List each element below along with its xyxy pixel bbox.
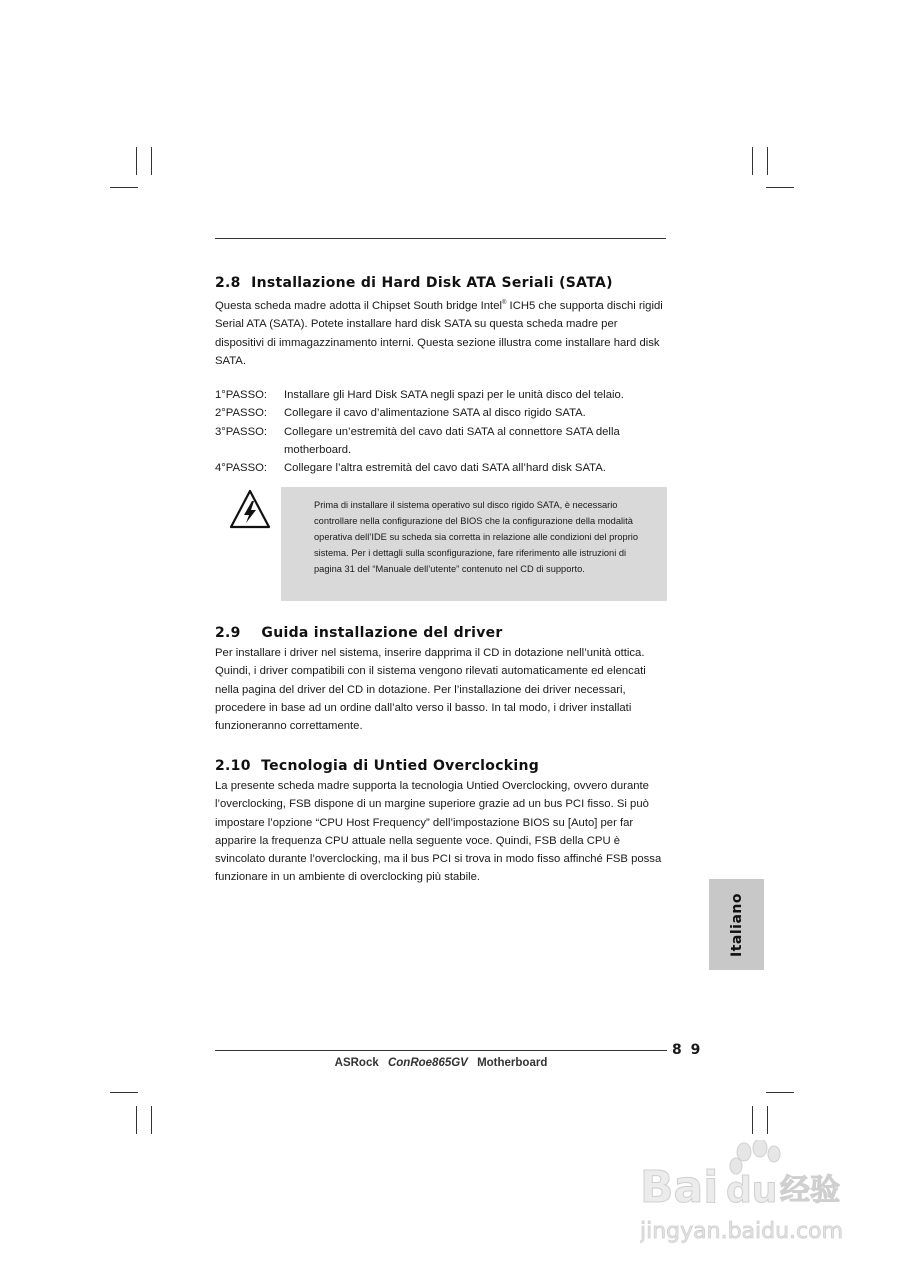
section-title: Installazione di Hard Disk ATA Seriali (SATA) <box>251 275 613 291</box>
section-2-8 <box>215 275 667 370</box>
steps-list <box>215 386 667 477</box>
footer <box>215 1057 667 1069</box>
step-text: Installare gli Hard Disk SATA negli spazi per le unità disco del telaio. <box>284 389 624 401</box>
section-heading <box>215 275 667 291</box>
crop-mark <box>767 1106 768 1134</box>
crop-mark <box>110 187 138 188</box>
section-heading <box>215 625 667 641</box>
crop-mark <box>110 1092 138 1093</box>
page-number: 8 9 <box>672 1042 703 1058</box>
language-tab <box>709 879 764 970</box>
crop-mark <box>136 147 137 175</box>
section-intro <box>215 294 667 370</box>
list-item <box>215 423 667 460</box>
section-2-10 <box>215 758 667 887</box>
section-number: 2.8 <box>215 275 241 291</box>
section-body: La presente scheda madre supporta la tecnologia Untied Overclocking, ovvero durante l’overclocking, FSB dispone di un margine superiore grazie ad un bus PCI fisso. Si può impostare l’opzione “CPU Host Frequency” dell’impostazione BIOS su [Auto] per far apparire la frequenza CPU attuale nella seguente voce. Quindi, FSB della CPU è svincolato durante l’overclocking, ma il bus PCI si trova in modo fisso affinché FSB possa funzionare in un ambiente di overclocking più stabile. <box>215 780 662 884</box>
intro-text-cont: ICH5 che supporta dischi rigidi Serial ATA (SATA). Potete installare hard disk SATA su questa scheda madre per dispositivi di immagazzinamento interni. Questa sezione illustra come installare hard disk SATA. <box>215 300 663 367</box>
crop-mark <box>767 147 768 175</box>
crop-mark <box>151 147 152 175</box>
intro-text: Questa scheda madre adotta il Chipset South bridge Intel <box>215 300 502 312</box>
footer-brand: ASRock <box>334 1057 379 1069</box>
step-text: Collegare il cavo d’alimentazione SATA al disco rigido SATA. <box>284 407 586 420</box>
step-label: 3°PASSO: <box>215 425 268 438</box>
svg-text:du: du <box>726 1170 778 1211</box>
section-body: Per installare i driver nel sistema, inserire dapprima il CD in dotazione nell’unità ottica. Quindi, i driver compatibili con il sistema vengono rilevati automaticamente ed elencati nella pagina del driver del CD in dotazione. Per l’installazione dei driver necessari, procedere in base ad un ordine dall’alto verso il basso. In tal modo, i driver installati funzioneranno correttamente. <box>215 647 646 733</box>
crop-mark <box>752 1106 753 1134</box>
footer-model: ConRoe865GV <box>387 1057 468 1069</box>
svg-text:经验: 经验 <box>780 1173 840 1208</box>
list-item <box>215 404 667 422</box>
crop-mark <box>766 1092 794 1093</box>
footer-rule <box>215 1050 667 1051</box>
section-2-9 <box>215 625 667 735</box>
section-number: 2.10 <box>215 758 251 774</box>
registered-mark: ® <box>502 300 507 306</box>
step-label: 1°PASSO: <box>215 389 268 401</box>
step-text: Collegare l’altra estremità del cavo dati SATA all’hard disk SATA. <box>284 462 606 475</box>
list-item <box>215 386 667 404</box>
crop-mark <box>151 1106 152 1134</box>
svg-text:Bai: Bai <box>640 1162 719 1213</box>
footer-suffix: Motherboard <box>477 1057 548 1069</box>
note-text: Prima di installare il sistema operativo sul disco rigido SATA, è necessario controllare nella configurazione del BIOS che la configurazione della modalità operativa dell’IDE su scheda sia corretta in relazione alle condizioni del proprio sistema. Per i dettagli sulla sconfigurazione, fare riferimento alle istruzioni di pagina 31 del “Manuale dell’utente” contenuto nel CD di supporto. <box>314 500 639 574</box>
header-rule <box>215 238 666 239</box>
section-number: 2.9 <box>215 625 241 641</box>
warning-icon <box>229 488 271 530</box>
crop-mark <box>766 187 794 188</box>
crop-mark <box>752 147 753 175</box>
step-text: Collegare un’estremità del cavo dati SATA al connettore SATA della motherboard. <box>284 425 620 456</box>
crop-mark <box>136 1106 137 1134</box>
step-label: 4°PASSO: <box>215 462 268 475</box>
step-label: 2°PASSO: <box>215 407 268 420</box>
section-title: Guida installazione del driver <box>261 625 503 641</box>
list-item <box>215 459 667 477</box>
language-tab-label: Italiano <box>728 892 745 957</box>
section-title: Tecnologia di Untied Overclocking <box>261 758 540 774</box>
section-heading <box>215 758 667 774</box>
watermark-url: jingyan.baidu.com <box>640 1219 844 1244</box>
watermark-logo <box>640 1140 860 1250</box>
